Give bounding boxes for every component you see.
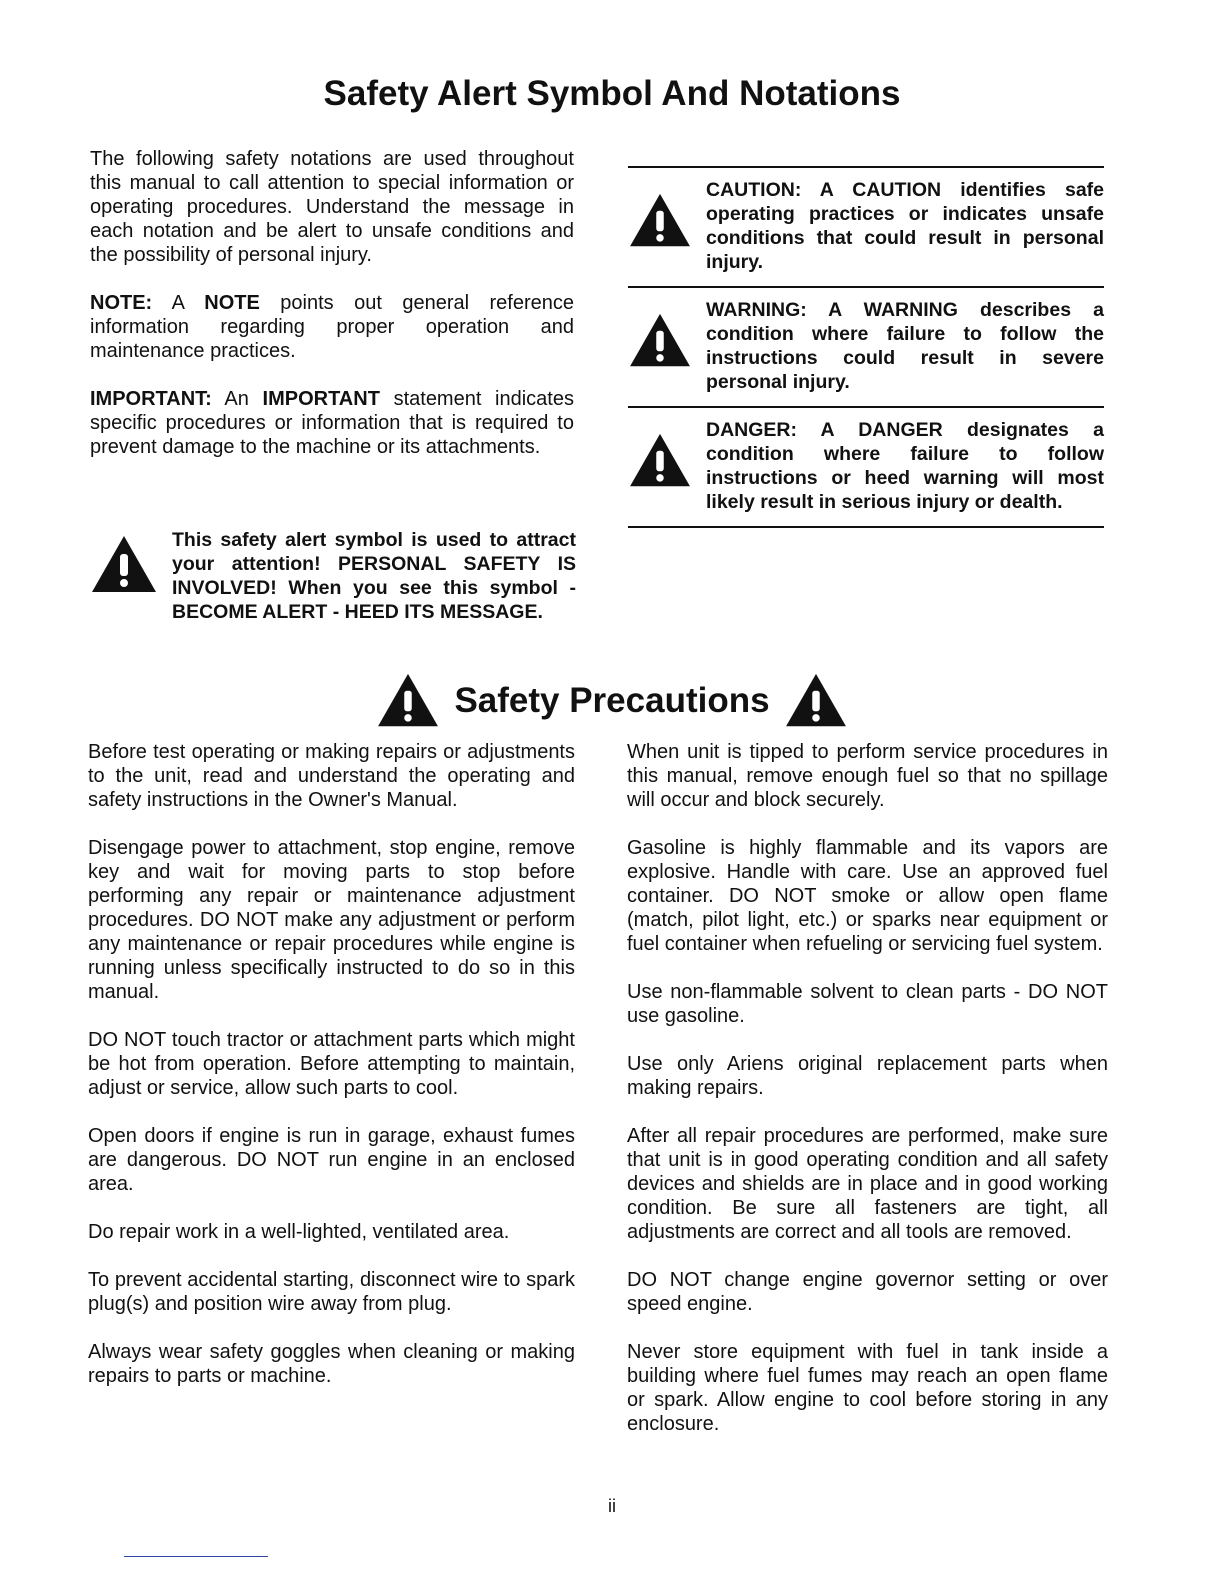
precautions-right-column — [627, 740, 1108, 1460]
precautions-heading — [0, 672, 1224, 730]
precaution-item: Before test operating or making repairs or adjustments to the unit, read and understand the operating and safety instructions in the Owner's Manual. — [88, 741, 575, 811]
caution-text: CAUTION: A CAUTION identifies safe operating practices or indicates unsafe conditions that could result in personal injury. — [706, 179, 1104, 273]
safety-alert-triangle-icon — [784, 672, 848, 730]
precaution-item: Use only Ariens original replacement parts when making repairs. — [627, 1053, 1108, 1099]
danger-text: DANGER: A DANGER designates a condition where failure to follow instructions or heed warning will most likely result in serious injury or dealth. — [706, 419, 1104, 513]
important-label: IMPORTANT: — [90, 388, 212, 410]
danger-notation — [628, 406, 1104, 526]
safety-alert-triangle-icon — [628, 192, 692, 250]
precautions-left-column — [88, 740, 575, 1412]
note-pre: A — [152, 292, 205, 314]
notations-column — [628, 166, 1104, 528]
note-paragraph — [90, 291, 574, 363]
notations-bottom-rule — [628, 526, 1104, 528]
important-paragraph — [90, 387, 574, 459]
precaution-item: To prevent accidental starting, disconnect wire to spark plug(s) and position wire away from plug. — [88, 1269, 575, 1315]
safety-alert-triangle-icon — [90, 534, 158, 596]
safety-symbol-text: This safety alert symbol is used to attract your attention! PERSONAL SAFETY IS INVOLVED! When you see this symbol - BECOME ALERT - HEED ITS MESSAGE. — [172, 529, 576, 623]
intro-paragraph: The following safety notations are used throughout this manual to call attention to special information or operating procedures. Understand the message in each notation and be alert to unsafe conditions and the possibility of personal injury. — [90, 148, 574, 266]
precautions-title: Safety Precautions — [454, 681, 770, 720]
notations-intro-column — [90, 147, 574, 483]
page-title: Safety Alert Symbol And Notations — [323, 74, 901, 113]
precaution-item: DO NOT touch tractor or attachment parts which might be hot from operation. Before attempting to maintain, adjust or service, allow such parts to cool. — [88, 1029, 575, 1099]
precaution-item: Never store equipment with fuel in tank inside a building where fuel fumes may reach an open flame or spark. Allow engine to cool before storing in any enclosure. — [627, 1341, 1108, 1435]
precaution-item: When unit is tipped to perform service procedures in this manual, remove enough fuel so that no spillage will occur and block securely. — [627, 741, 1108, 811]
note-label: NOTE: — [90, 292, 153, 314]
safety-symbol-block — [90, 528, 576, 624]
important-pre: An — [211, 388, 263, 410]
caution-notation — [628, 166, 1104, 286]
precaution-item: Open doors if engine is run in garage, exhaust fumes are dangerous. DO NOT run engine in an enclosed area. — [88, 1125, 575, 1195]
precaution-item: After all repair procedures are performed, make sure that unit is in good operating condition and all safety devices and shields are in place and in good working condition. Be sure all fasteners are tight, all adjustments are correct and all tools are removed. — [627, 1125, 1108, 1243]
safety-alert-triangle-icon — [376, 672, 440, 730]
safety-alert-triangle-icon — [628, 312, 692, 370]
important-keyword: IMPORTANT — [262, 388, 380, 410]
precaution-item: DO NOT change engine governor setting or over speed engine. — [627, 1269, 1108, 1315]
important-text: statement indicates specific procedures or information that is required to prevent damage to the machine or its attachments. — [90, 388, 574, 458]
note-text: points out general reference information regarding proper operation and maintenance practices. — [90, 292, 575, 362]
precaution-item: Disengage power to attachment, stop engine, remove key and wait for moving parts to stop before performing any repair or maintenance adjustment procedures. DO NOT make any adjustment or perform any maintenance or repair procedures while engine is running unless specifically instructed to do so in this manual. — [88, 837, 575, 1003]
safety-alert-triangle-icon — [628, 432, 692, 490]
precaution-item: Gasoline is highly flammable and its vapors are explosive. Handle with care. Use an approved fuel container. DO NOT smoke or allow open flame (match, pilot light, etc.) or sparks near equipment or fuel container when refueling or servicing fuel system. — [627, 837, 1108, 955]
footer-rule — [124, 1556, 268, 1557]
page-number: ii — [608, 1496, 616, 1516]
precaution-item: Always wear safety goggles when cleaning or making repairs to parts or machine. — [88, 1341, 575, 1387]
precaution-item: Do repair work in a well-lighted, ventilated area. — [88, 1221, 510, 1243]
warning-text: WARNING: A WARNING describes a condition where failure to follow the instructions could result in severe personal injury. — [706, 299, 1104, 393]
precaution-item: Use non-flammable solvent to clean parts - DO NOT use gasoline. — [627, 981, 1108, 1027]
note-keyword: NOTE — [204, 292, 260, 314]
warning-notation — [628, 286, 1104, 406]
